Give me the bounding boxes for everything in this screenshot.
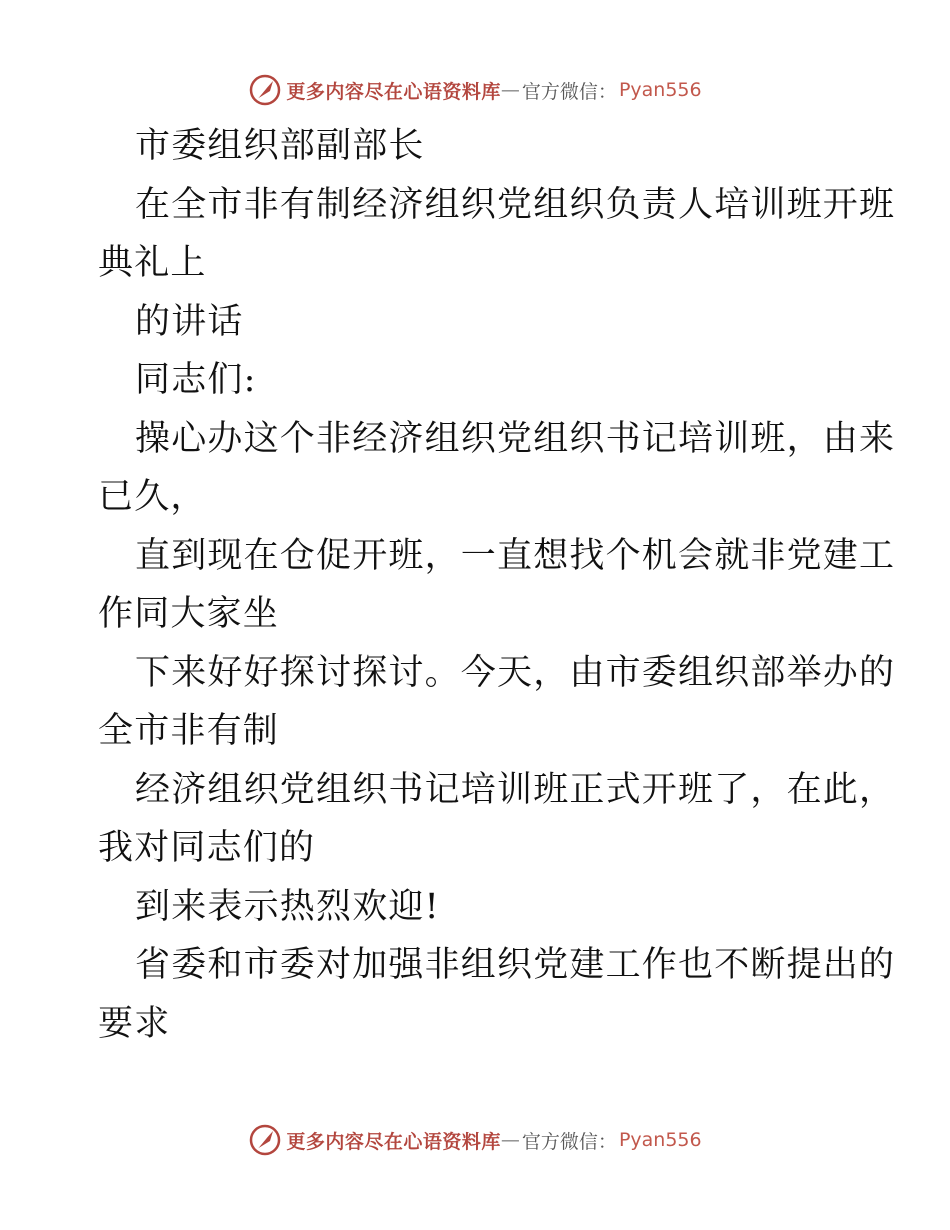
paragraph: 直到现在仓促开班，一直想找个机会就非党建工 作同大家坐 (98, 535, 896, 634)
paragraph: 同志们: (135, 360, 257, 400)
watermark-text: 更多内容尽在心语资料库 (286, 1130, 501, 1153)
watermark-text: 更多内容尽在心语资料库 (286, 80, 501, 103)
paragraph: 到来表示热烈欢迎! (135, 886, 440, 927)
quill-logo-icon (248, 73, 282, 107)
paragraph: 省委和市委对加强非组织党建工作也不断提出的 要求 (98, 945, 896, 1044)
paragraph: 在全市非有制经济组织党组织负责人培训班开班 典礼上 (98, 184, 896, 283)
watermark-separator: — (500, 1129, 520, 1151)
watermark-separator: — (500, 79, 520, 101)
footer-watermark (0, 1120, 950, 1160)
paragraph: 的讲话 (135, 301, 244, 342)
paragraph: 市委组织部副部长 (135, 126, 425, 166)
quill-logo-icon (248, 1123, 282, 1157)
paragraph: 操心办这个非经济组织党组织书记培训班，由来 已久， (98, 418, 896, 517)
document-body (98, 117, 896, 1053)
paragraph: 经济组织党组织书记培训班正式开班了，在此， 我对同志们的 (98, 769, 896, 868)
watermark-wechat-id: Pyan556 (618, 79, 702, 101)
watermark-wechat-label: 官方微信： (521, 1130, 617, 1153)
watermark-wechat-id: Pyan556 (618, 1129, 702, 1151)
watermark-wechat-label: 官方微信： (521, 80, 617, 103)
header-watermark (0, 70, 950, 110)
paragraph: 下来好好探讨探讨。今天，由市委组织部举办的 全市非有制 (98, 652, 896, 751)
